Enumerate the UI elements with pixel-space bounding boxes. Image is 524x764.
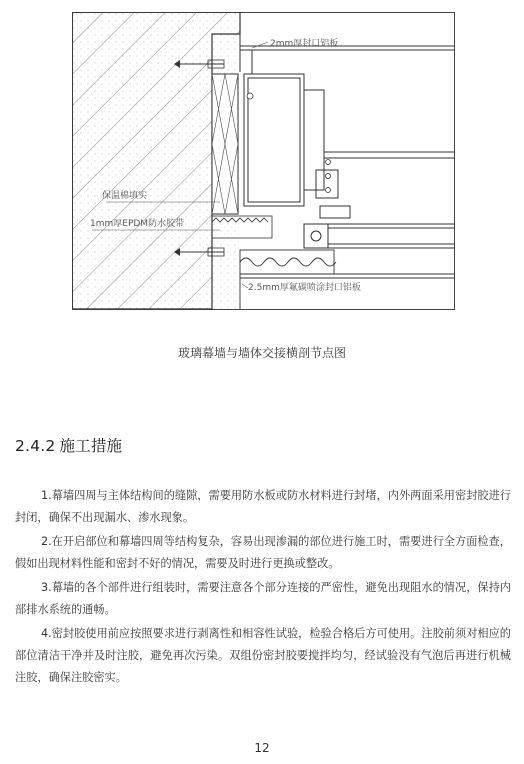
paragraph-3: 3.幕墙的各个部件进行组装时，需要注意各个部分连接的严密性，避免出现阻水的情况，保持内部排水系统的通畅。 bbox=[15, 581, 511, 616]
top-flashing bbox=[240, 46, 455, 74]
section-title: 施工措施 bbox=[59, 437, 123, 455]
bottom-flashing bbox=[240, 274, 455, 278]
section-drawing bbox=[72, 12, 455, 310]
callout-top-right: 2mm厚封口铝板 bbox=[270, 39, 339, 49]
callout-left-mid: 保温棉填实 bbox=[102, 191, 148, 201]
callout-bottom-right: 2.5mm厚氟碳喷涂封口铝板 bbox=[248, 283, 361, 293]
page-number: 12 bbox=[254, 741, 270, 755]
section-number: 2.4.2 bbox=[15, 437, 56, 455]
paragraph-1: 1.幕墙四周与主体结构间的缝隙，需要用防水板或防水材料进行封堵，内外两面采用密封胶进行封闭，确保不出现漏水、渗水现象。 bbox=[15, 489, 511, 524]
figure-caption: 玻璃幕墙与墙体交接横剖节点图 bbox=[177, 346, 346, 360]
insulation-block bbox=[212, 74, 238, 214]
paragraph-2: 2.在开启部位和幕墙四周等结构复杂，容易出现渗漏的部位进行施工时，需要进行全方面检查，假如出现材料性能和密封不好的情况，需要及时进行更换或整改。 bbox=[15, 535, 511, 570]
paragraph-4: 4.密封胶使用前应按照要求进行剥离性和相容性试验，检验合格后方可使用。注胶前须对相应的部位清洁干净并及时注胶，避免再次污染。双组份密封胶要搅拌均匀，经试验没有气泡后再进行机械注胶，确保注胶密实。 bbox=[15, 627, 511, 684]
screws bbox=[247, 93, 331, 193]
mullion-profile bbox=[244, 74, 455, 218]
bottom-seal bbox=[240, 250, 336, 309]
section-heading bbox=[15, 434, 122, 456]
callout-left-low: 1mm厚EPDM防水胶带 bbox=[90, 219, 185, 229]
glass-unit bbox=[304, 224, 455, 248]
